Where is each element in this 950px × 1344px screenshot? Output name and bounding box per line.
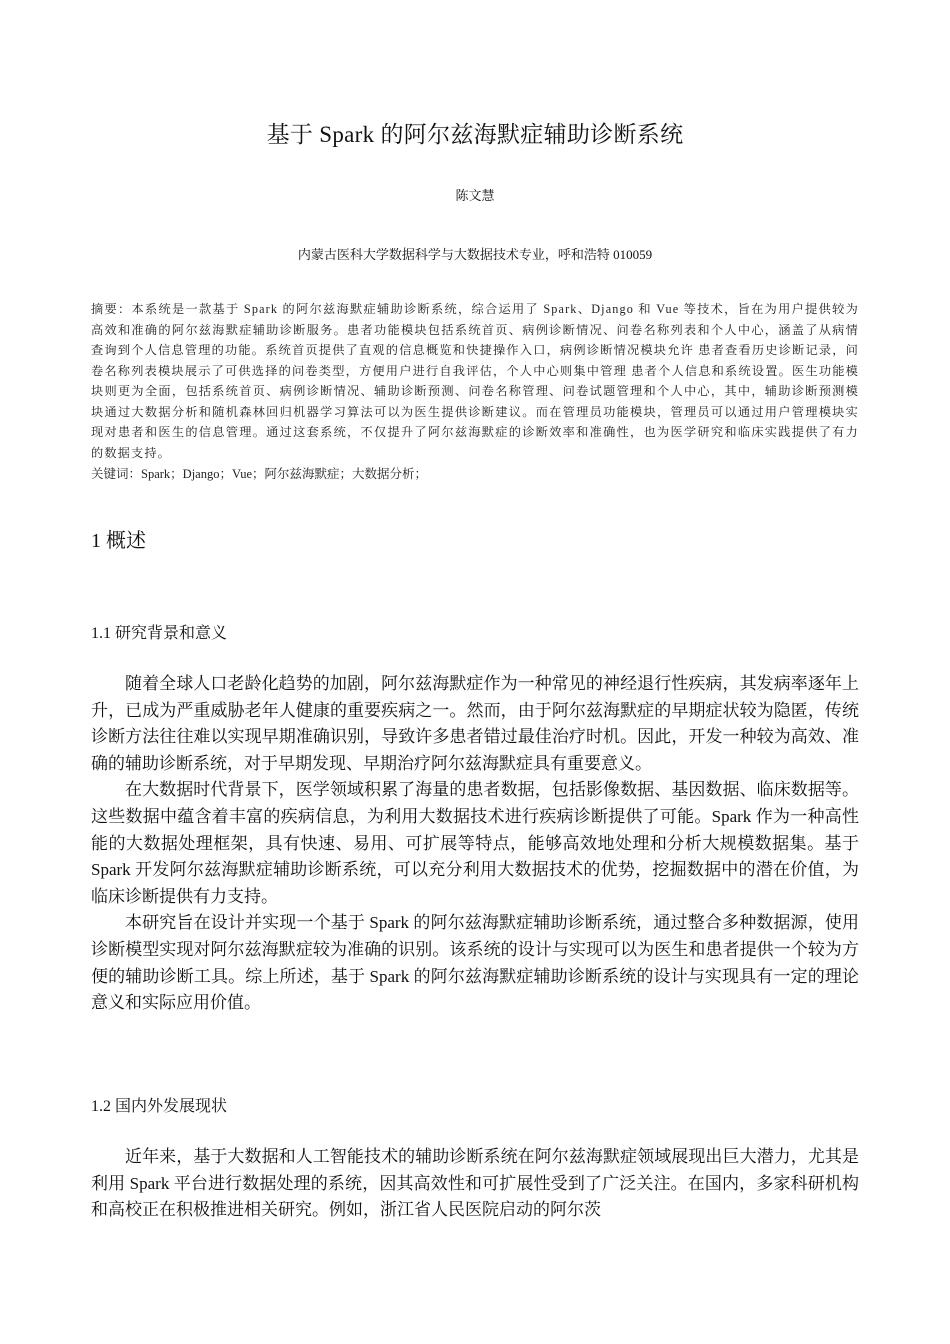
paper-author: 陈文慧	[455, 188, 495, 203]
paper-abstract: 摘要：本系统是一款基于 Spark 的阿尔兹海默症辅助诊断系统，综合运用了 Spark、Django 和 Vue 等技术，旨在为用户提供较为高效和准确的阿尔兹海默症辅助诊断服务。患者功能模块包括系统首页、病例诊断情况、问卷名称列表和个人中心，涵盖了从病情查询到个人信息管理的功能。系统首页提供了直观的信息概览和快捷操作入口，病例诊断情况模块允许 患者查看历史诊断记录，问卷名称列表模块展示了可供选择的问卷类型，方便用户进行自我评估，个人中心则集中管理 患者个人信息和系统设置。医生功能模块则更为全面，包括系统首页、病例诊断情况、辅助诊断预测、问卷名称管理、问卷试题管理和个人中心，其中，辅助诊断预测模块通过大数据分析和随机森林回归机器学习算法可以为医生提供诊断建议。而在管理员功能模块，管理员可以通过用户管理模块实现对患者和医生的信息管理。通过这套系统，不仅提升了阿尔兹海默症的诊断效率和准确性，也为医学研究和临床实践提供了有力的数据支持。	[91, 302, 859, 460]
body-paragraph: 近年来，基于大数据和人工智能技术的辅助诊断系统在阿尔兹海默症领域展现出巨大潜力，尤其是利用 Spark 平台进行数据处理的系统，因其高效性和可扩展性受到了广泛关注。在国内，多家科研机构和高校正在积极推进相关研究。例如，浙江省人民医院启动的阿尔茨	[91, 1147, 859, 1220]
section-1-1-body	[91, 671, 859, 1017]
section-1-heading: 1 概述	[91, 530, 146, 552]
body-paragraph: 本研究旨在设计并实现一个基于 Spark 的阿尔兹海默症辅助诊断系统，通过整合多种数据源，使用诊断模型实现对阿尔兹海默症较为准确的识别。该系统的设计与实现可以为医生和患者提供一个较为方便的辅助诊断工具。综上所述，基于 Spark 的阿尔兹海默症辅助诊断系统的设计与实现具有一定的理论意义和实际应用价值。	[91, 913, 859, 1013]
paper-title: 基于 Spark 的阿尔兹海默症辅助诊断系统	[266, 122, 684, 147]
section-1-2-body	[91, 1144, 859, 1224]
section-1-2-heading: 1.2 国内外发展现状	[91, 1098, 228, 1115]
paper-affiliation: 内蒙古医科大学数据科学与大数据技术专业，呼和浩特 010059	[297, 247, 653, 262]
section-1-1-heading: 1.1 研究背景和意义	[91, 625, 228, 642]
body-paragraph: 在大数据时代背景下，医学领域积累了海量的患者数据，包括影像数据、基因数据、临床数据等。这些数据中蕴含着丰富的疾病信息，为利用大数据技术进行疾病诊断提供了可能。Spark 作为一种高性能的大数据处理框架，具有快速、易用、可扩展等特点，能够高效地处理和分析大规模数据集。基于 Spark 开发阿尔兹海默症辅助诊断系统，可以充分利用大数据技术的优势，挖掘数据中的潜在价值，为临床诊断提供有力支持。	[91, 780, 859, 906]
paper-keywords: 关键词：Spark；Django；Vue；阿尔兹海默症；大数据分析；	[91, 467, 428, 481]
body-paragraph: 随着全球人口老龄化趋势的加剧，阿尔兹海默症作为一种常见的神经退行性疾病，其发病率逐年上升，已成为严重威胁老年人健康的重要疾病之一。然而，由于阿尔兹海默症的早期症状较为隐匿，传统诊断方法往往难以实现早期准确识别，导致许多患者错过最佳治疗时机。因此，开发一种较为高效、准确的辅助诊断系统，对于早期发现、早期治疗阿尔兹海默症具有重要意义。	[91, 674, 859, 773]
